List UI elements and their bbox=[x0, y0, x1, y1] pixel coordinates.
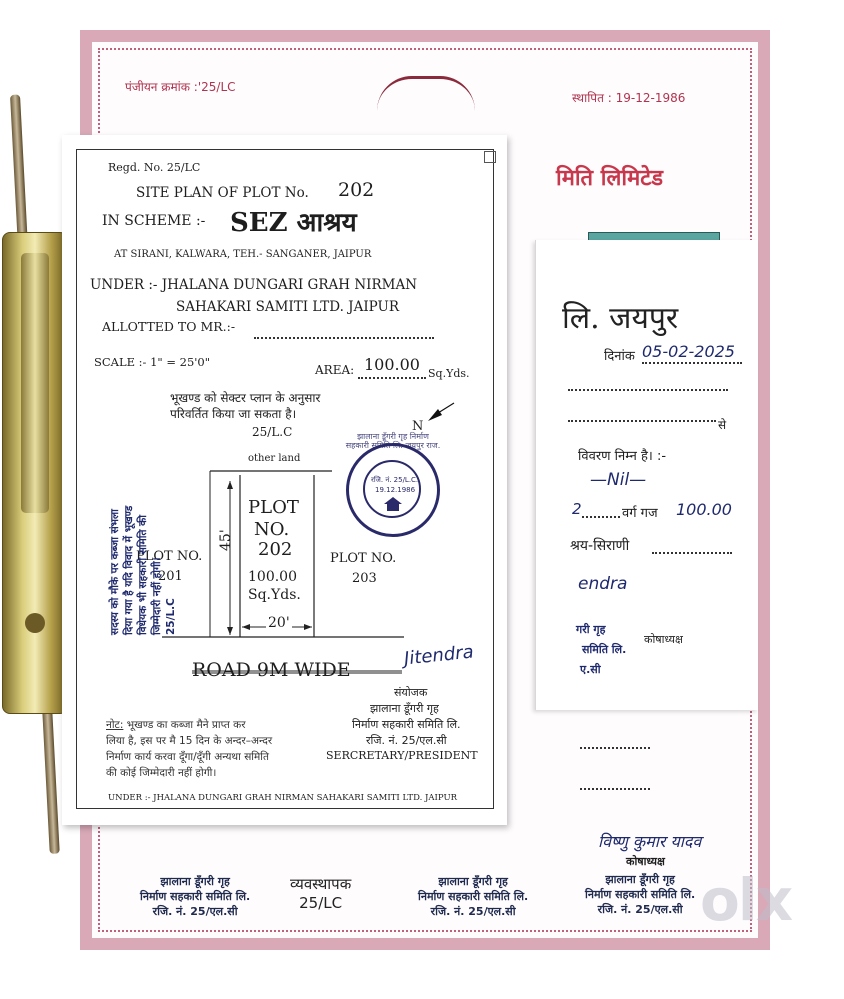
site-plan-title: SITE PLAN OF PLOT No. bbox=[136, 185, 309, 201]
seal-outer-text: झालाना डूँगरी गृह निर्माण सहकारी समिति लि. जयपुर राज. bbox=[345, 432, 441, 450]
location-line bbox=[652, 552, 732, 554]
plot-depth: 45' bbox=[218, 529, 234, 551]
center-plot-no-label: NO. bbox=[254, 519, 290, 540]
right-plot-number: 203 bbox=[352, 571, 377, 586]
date-label: दिनांक bbox=[604, 349, 635, 364]
sector-note-1: भूखण्ड को सेक्टर प्लान के अनुसार bbox=[170, 391, 321, 405]
convener-reg: रजि. नं. 25/एल.सी bbox=[366, 734, 447, 747]
letter-signature: endra bbox=[578, 574, 628, 594]
treasurer-label-2: कोषाध्यक्ष bbox=[626, 855, 665, 868]
footer-stamp-middle: झालाना डूँगरी गृह निर्माण सहकारी समिति लि. रजि. नं. 25/एल.सी bbox=[418, 875, 529, 918]
secretary-title: SERCRETARY/PRESIDENT bbox=[326, 749, 478, 762]
registration-number: पंजीयन क्रमांक :'25/LC bbox=[125, 80, 236, 94]
area-label: वर्ग गज bbox=[622, 506, 658, 521]
road-label: ROAD 9M WIDE bbox=[192, 659, 351, 681]
details-label: विवरण निम्न है। :- bbox=[578, 449, 667, 464]
founded-date: स्थापित : 19-12-1986 bbox=[572, 91, 686, 105]
under-line-1: UNDER :- JHALANA DUNGARI GRAH NIRMAN bbox=[90, 277, 418, 293]
right-plot-label: PLOT NO. bbox=[330, 551, 397, 566]
blank-line bbox=[568, 389, 728, 391]
society-seal bbox=[345, 432, 441, 537]
date-value: 05-02-2025 bbox=[642, 342, 735, 361]
center-plot-number: 202 bbox=[258, 539, 293, 560]
plot-location: AT SIRANI, KALWARA, TEH.- SANGANER, JAIPUR bbox=[114, 249, 372, 260]
blank-line bbox=[568, 420, 716, 422]
center-plot-area: 100.00 bbox=[248, 569, 297, 585]
possession-footnote: नोट: भूखण्ड का कब्जा मैने प्राप्त कर लिया है, इस पर मै 15 दिन के अन्दर–अन्दर निर्माण कार्य करवा दूँगा/दूँगी अन्यथा समिति की कोई जिम्मेदारी नहीं होगी। bbox=[106, 719, 273, 779]
footer-stamp-right: झालाना डूँगरी गृह निर्माण सहकारी समिति लि. रजि. नं. 25/एल.सी bbox=[585, 873, 696, 916]
area-value: 100.00 bbox=[676, 500, 732, 519]
seal-date: 19.12.1986 bbox=[375, 486, 416, 494]
left-plot-number: 201 bbox=[158, 569, 183, 584]
date-line bbox=[642, 362, 742, 364]
area-value: 100.00 bbox=[364, 355, 420, 374]
convener-label: संयोजक bbox=[394, 686, 428, 699]
regd-number: Regd. No. 25/LC bbox=[108, 161, 201, 174]
site-plan-sheet bbox=[62, 135, 507, 825]
convener-society-2: निर्माण सहकारी समिति लि. bbox=[352, 718, 461, 731]
sector-reg: 25/L.C bbox=[252, 425, 293, 439]
line-suffix: से bbox=[718, 418, 727, 432]
treasurer-label: कोषाध्यक्ष bbox=[644, 633, 683, 646]
plot-width: 20' bbox=[268, 615, 290, 631]
society-stamp-partial: समिति लि. bbox=[582, 643, 627, 656]
plan-footer: UNDER :- JHALANA DUNGARI GRAH NIRMAN SAHAKARI SAMITI LTD. JAIPUR bbox=[108, 793, 458, 803]
seal-reg: रजि. नं. 25/L.C. bbox=[371, 476, 419, 484]
north-label: N bbox=[412, 419, 424, 434]
allotted-to-label: ALLOTTED TO MR.:- bbox=[102, 319, 236, 334]
signer-name: विष्णु कुमार यादव bbox=[598, 832, 702, 851]
secretary-signature: Jitendra bbox=[403, 641, 475, 670]
convener-society-1: झालाना डूँगरी गृह bbox=[370, 702, 439, 715]
area-line bbox=[582, 516, 620, 518]
center-plot-unit: Sq.Yds. bbox=[248, 587, 301, 603]
scheme-name: SEZ आश्रय bbox=[230, 208, 357, 238]
footer-stamp-left: झालाना डूँगरी गृह निर्माण सहकारी समिति लि. रजि. नं. 25/एल.सी bbox=[140, 875, 251, 918]
other-land-label: other land bbox=[248, 453, 301, 464]
certificate-header: मिति लिमिटेड bbox=[556, 166, 664, 191]
society-stamp-partial: ए.सी bbox=[580, 663, 601, 676]
area-prefix: 2 bbox=[572, 500, 582, 518]
file-clip bbox=[2, 232, 68, 714]
area-unit: Sq.Yds. bbox=[428, 367, 470, 380]
letter-city: लि. जयपुर bbox=[562, 301, 679, 336]
side-possession-note: सदस्य को मौके पर कब्जा संभला दिया गया है यदि विवाद में भूखण्ड विधेयक भी सहकारी समिति की जिम्मेदारी नहीं होगी। 25/L.C bbox=[109, 505, 177, 635]
blank-line bbox=[580, 788, 650, 790]
footer-manager: व्यवस्थापक 25/LC bbox=[290, 875, 352, 912]
plot-number: 202 bbox=[338, 179, 375, 201]
olx-watermark: olx bbox=[700, 866, 792, 934]
center-plot-label: PLOT bbox=[248, 497, 299, 518]
under-line-2: SAHAKARI SAMITI LTD. JAIPUR bbox=[176, 299, 400, 315]
scale-label: SCALE :- 1" = 25'0" bbox=[94, 355, 211, 369]
society-stamp-partial: गरी गृह bbox=[576, 623, 606, 636]
blank-line bbox=[580, 747, 650, 749]
nil-value: —Nil— bbox=[590, 470, 647, 490]
sector-note-2: परिवर्तित किया जा सकता है। bbox=[170, 407, 297, 421]
area-label: AREA: bbox=[315, 363, 355, 377]
left-plot-label: PLOT NO. bbox=[136, 549, 203, 564]
scheme-label: IN SCHEME :- bbox=[102, 213, 206, 229]
house-icon bbox=[383, 496, 403, 512]
location-label: श्रय-सिराणी bbox=[570, 538, 630, 554]
